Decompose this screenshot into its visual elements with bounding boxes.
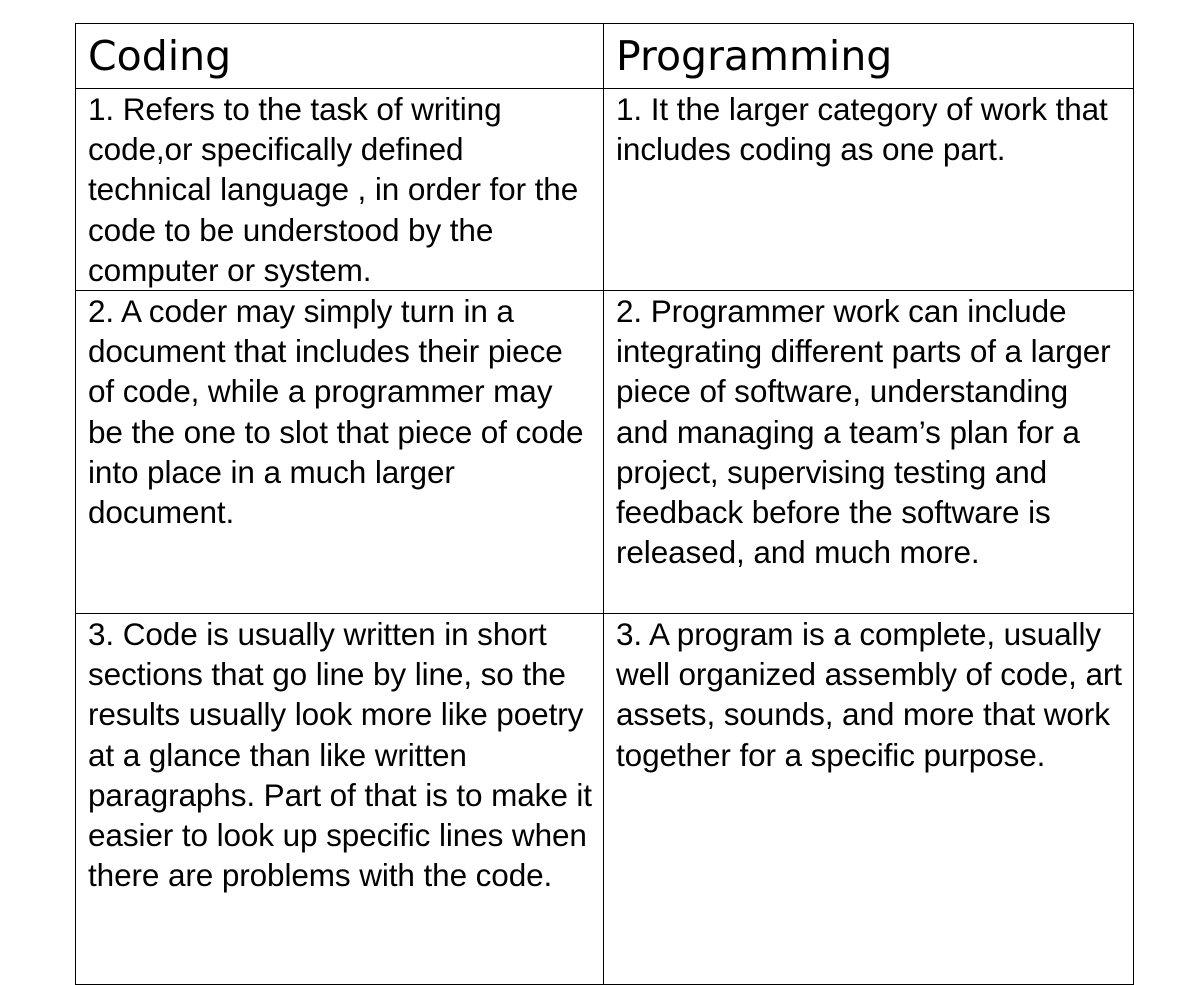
cell-text: 1. Refers to the task of writing code,or specifically defined technical language , in order for the code to be understood by the computer or system.	[88, 91, 579, 288]
cell-coding	[76, 291, 604, 614]
cell-text: 3. A program is a complete, usually well organized assembly of code, art assets, sounds, and more that work together for a specific purpose.	[616, 616, 1122, 773]
cell-coding	[76, 89, 604, 291]
cell-text: 2. Programmer work can include integrating different parts of a larger piece of software, understanding and managing a team’s plan for a project, supervising testing and feedback before the software is released, and much more.	[616, 293, 1111, 571]
header-coding: Coding	[76, 24, 604, 89]
cell-coding	[76, 614, 604, 985]
table-row	[76, 89, 1134, 291]
cell-text: 1. It the larger category of work that includes coding as one part.	[616, 91, 1108, 168]
cell-programming	[604, 614, 1134, 985]
table-row	[76, 291, 1134, 614]
cell-text: 2. A coder may simply turn in a document that includes their piece of code, while a programmer may be the one to slot that piece of code into place in a much larger document.	[88, 293, 584, 531]
table-row	[76, 614, 1134, 985]
cell-programming	[604, 89, 1134, 291]
cell-text: 3. Code is usually written in short sections that go line by line, so the results usually look more like poetry at a glance than like written paragraphs. Part of that is to make it easier to look up specific lines when there are problems with the code.	[88, 616, 592, 894]
comparison-table	[75, 23, 1134, 985]
header-row	[76, 24, 1134, 89]
cell-programming	[604, 291, 1134, 614]
header-programming: Programming	[604, 24, 1134, 89]
